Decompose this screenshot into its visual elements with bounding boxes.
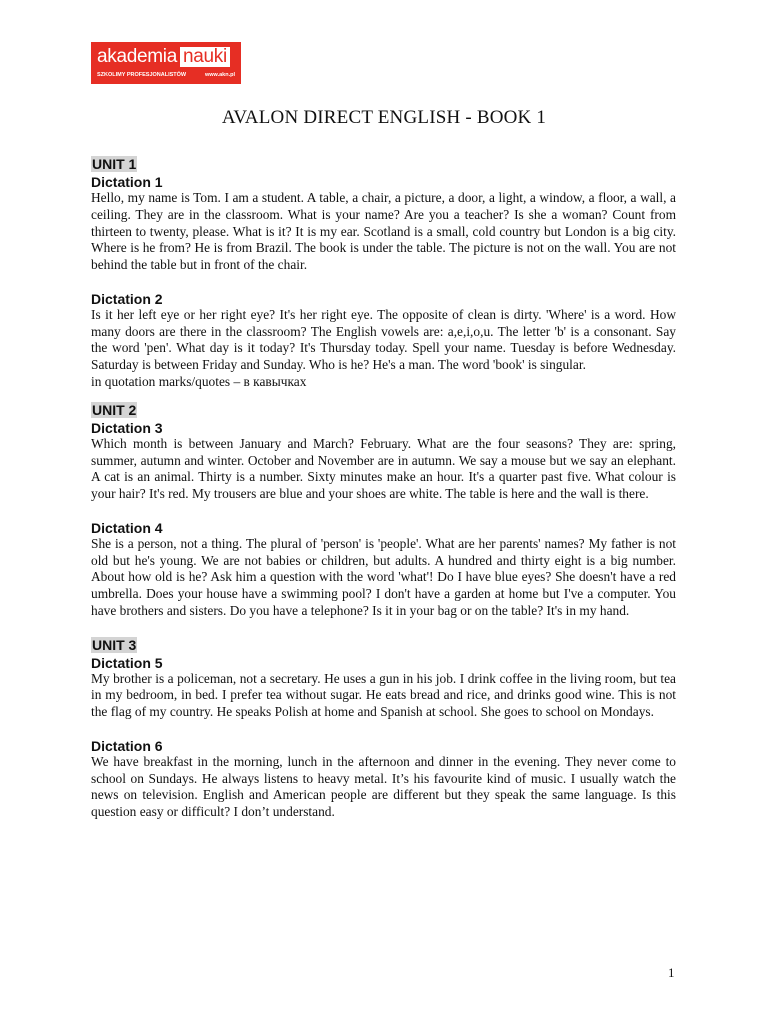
dictation-heading: Dictation 3: [91, 419, 163, 436]
dictation-text: Hello, my name is Tom. I am a student. A table, a chair, a picture, a door, a light, a window, a floor, a wall, a ceiling. They are in the classroom. What is your name? Are you a teacher? Is she a woman? Count from thirteen to twenty, please. What is it? It is my ear. Scotland is a small, cold country but London is a big city. Where is he from? He is from Brazil. The book is under the table. The picture is not on the wall. You are not behind the table but in front of the chair.: [91, 190, 676, 272]
dictation-heading: Dictation 1: [91, 174, 163, 190]
dictation-text: Which month is between January and March? February. What are the four seasons? They are: spring, summer, autumn and winter. October and November are in autumn. We say a mouse but we say an elephant. A cat is an animal. Thirty is a number. Sixty minutes make an hour. It's a quarter past five. What colour is your hair? It's red. My trousers are blue and your shoes are white. The table is here and the wall is there.: [91, 435, 676, 501]
logo-word-akademia: akademia: [97, 46, 177, 67]
logo-word-nauki: nauki: [180, 47, 230, 67]
document-body: [91, 156, 676, 821]
logo-site: www.akn.pl: [204, 72, 235, 78]
dictation-heading: Dictation 6: [91, 737, 163, 754]
unit-heading: UNIT 3: [92, 636, 137, 653]
dictation-text: Is it her left eye or her right eye? It's her right eye. The opposite of clean is dirty. 'Where' is a word. How many doors are there in the classroom? The English vowels are: a,e,i,o,u. The letter 'b' is a consonant. Say the word 'pen'. What day is it today? It's Thursday today. Spell your name. Tuesday is before Wednesday. Saturday is between Friday and Sunday. Who is he? He's a man. The word 'book' is singular.: [91, 306, 676, 372]
logo: [91, 42, 241, 84]
dictation-heading: Dictation 4: [91, 519, 163, 536]
logo-tagline: SZKOLIMY PROFESJONALISTÓW: [97, 72, 187, 78]
dictation-text: We have breakfast in the morning, lunch in the afternoon and dinner in the evening. They never come to school on Sundays. He always listens to heavy metal. It’s his favourite kind of music. I usually watch the news on television. English and American people are different but they speak the same language. Is this question easy or difficult? I don’t understand.: [91, 753, 676, 819]
dictation-text: My brother is a policeman, not a secretary. He uses a gun in his job. I drink coffee in the living room, but tea in my bedroom, in bed. I prefer tea without sugar. He eats bread and rice, and drinks good wine. This is not the flag of my country. He speaks Polish at home and Spanish at school. She goes to school on Mondays.: [91, 670, 676, 719]
page-number: 1: [668, 965, 675, 980]
vocabulary-note: in quotation marks/quotes – в кавычках: [91, 373, 307, 389]
dictation-heading: Dictation 2: [91, 290, 163, 307]
dictation-heading: Dictation 5: [91, 654, 163, 671]
unit-heading: UNIT 1: [92, 156, 137, 172]
dictation-text: She is a person, not a thing. The plural of 'person' is 'people'. What are her parents' names? My father is not old but he's young. We are not babies or children, but adults. A hundred and thirty eight is a big number. About how old is he? Ask him a question with the word 'what'! Do I have blue eyes? She doesn't have a red umbrella. Does your house have a swimming pool? I don't have a garden at home but I've a computer. You have brothers and sisters. Do you have a telephone? Is it in your bag or on the table? It's in my hand.: [91, 535, 676, 618]
unit-heading: UNIT 2: [92, 401, 137, 418]
document-title: AVALON DIRECT ENGLISH - BOOK 1: [221, 107, 547, 128]
